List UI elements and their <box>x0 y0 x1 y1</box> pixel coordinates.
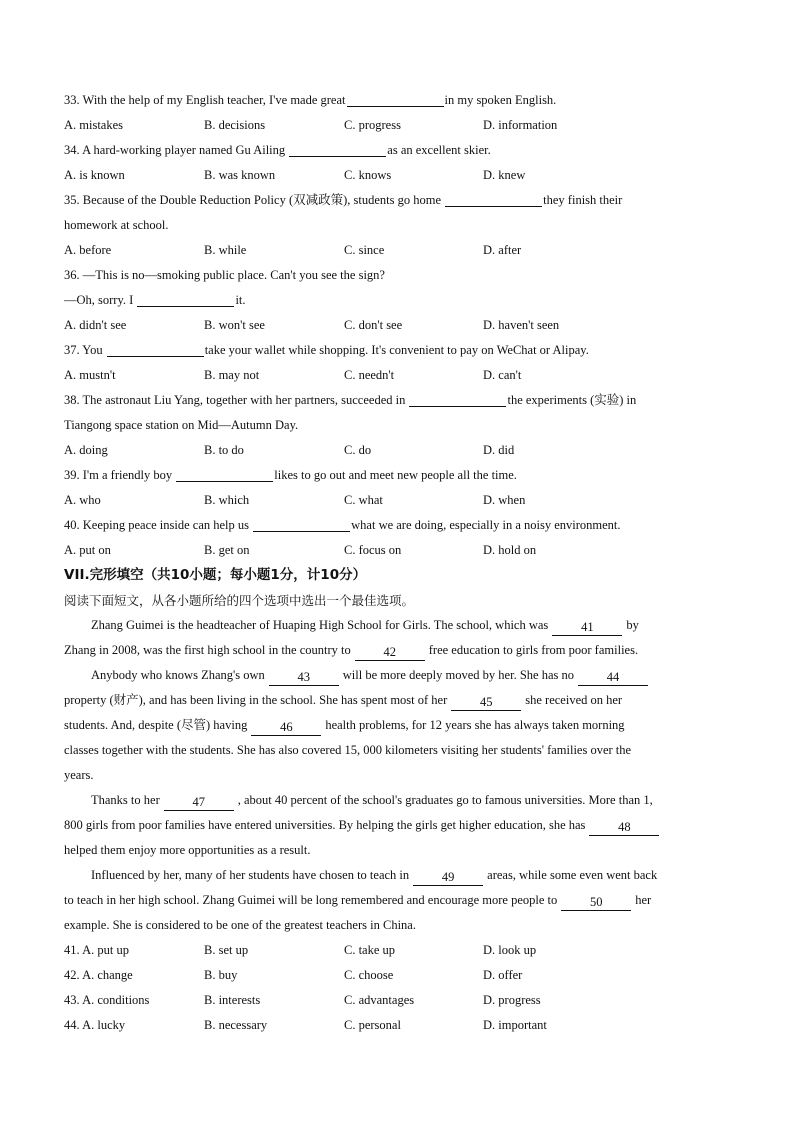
cloze-43-options: 43. A. conditions B. interests C. advantages D. progress <box>64 988 728 1013</box>
option-b: B. get on <box>204 543 250 557</box>
option-d: D. progress <box>483 993 541 1007</box>
option-b: B. necessary <box>204 1018 268 1032</box>
option-a: A. lucky <box>82 1018 126 1032</box>
option-d: D. important <box>483 1018 547 1032</box>
question-36-stem: 36. —This is no—smoking public place. Can't you see the sign? <box>64 268 385 282</box>
option-c: C. choose <box>344 968 394 982</box>
question-33-stem: 33. With the help of my English teacher, I've made great in my spoken English. <box>64 93 557 107</box>
option-a: A. before <box>64 243 112 257</box>
option-a: A. conditions <box>82 993 150 1007</box>
passage-line: Zhang in 2008, was the first high school in the country to 42 free education to girls from poor families. <box>64 643 639 659</box>
passage-line: Anybody who knows Zhang's own 43 will be more deeply moved by her. She has no 44 <box>64 663 728 688</box>
document-page <box>64 88 728 1038</box>
option-c: C. since <box>344 243 385 257</box>
passage-line: classes together with the students. She has also covered 15, 000 kilometers visiting her students' families over the <box>64 743 632 757</box>
blank-49: 49 <box>413 870 483 886</box>
option-c: C. needn't <box>344 368 395 382</box>
option-b: B. may not <box>204 368 260 382</box>
option-b: B. interests <box>204 993 261 1007</box>
question-38-stem-cont: Tiangong space station on Mid—Autumn Day. <box>64 418 299 432</box>
blank-48: 48 <box>589 820 659 836</box>
passage-line: helped them enjoy more opportunities as a result. <box>64 843 311 857</box>
question-36-options <box>64 313 728 338</box>
answer-blank <box>347 92 444 107</box>
blank-45: 45 <box>451 695 521 711</box>
question-35-options <box>64 238 728 263</box>
option-d: D. knew <box>483 168 526 182</box>
option-c: C. personal <box>344 1018 401 1032</box>
option-b: B. while <box>204 243 247 257</box>
passage-line: Zhang Guimei is the headteacher of Huaping High School for Girls. The school, which was 41 by <box>91 618 639 634</box>
option-d: D. haven't seen <box>483 318 560 332</box>
option-a: A. who <box>64 493 101 507</box>
option-a: A. change <box>82 968 133 982</box>
passage-line: to teach in her high school. Zhang Guimei will be long remembered and encourage more people to 50 her <box>64 893 652 909</box>
option-c: C. do <box>344 443 372 457</box>
question-35-stem-cont: homework at school. <box>64 218 169 232</box>
answer-blank <box>445 192 542 207</box>
option-c: C. what <box>344 493 383 507</box>
answer-blank <box>253 517 350 532</box>
answer-blank <box>289 142 386 157</box>
question-36-stem-cont: —Oh, sorry. I it. <box>64 293 246 307</box>
passage-line: example. She is considered to be one of the greatest teachers in China. <box>64 918 416 932</box>
option-d: D. offer <box>483 968 523 982</box>
answer-blank <box>409 392 506 407</box>
option-a: A. mistakes <box>64 118 124 132</box>
question-39-options <box>64 488 728 513</box>
cloze-44-options: 44. A. lucky B. necessary C. personal D. important <box>64 1013 728 1038</box>
option-b: B. to do <box>204 443 244 457</box>
option-c: C. advantages <box>344 993 415 1007</box>
section-instruction: 阅读下面短文，从各小题所给的四个选项中选出一个最佳选项。 <box>64 593 415 608</box>
option-b: B. which <box>204 493 250 507</box>
option-a: A. put on <box>64 543 111 557</box>
passage-line: Influenced by her, many of her students have chosen to teach in 49 areas, while some even went back <box>91 868 658 884</box>
answer-blank <box>107 342 204 357</box>
answer-blank <box>176 467 273 482</box>
option-b: B. set up <box>204 943 249 957</box>
option-d: D. after <box>483 243 522 257</box>
cloze-42-options: 42. A. change B. buy C. choose D. offer <box>64 963 728 988</box>
question-39-stem: 39. I'm a friendly boy likes to go out and meet new people all the time. <box>64 468 517 482</box>
blank-47: 47 <box>164 795 234 811</box>
option-d: D. hold on <box>483 543 537 557</box>
option-a: A. doing <box>64 443 108 457</box>
blank-41: 41 <box>552 620 622 636</box>
option-b: B. decisions <box>204 118 266 132</box>
question-38-options <box>64 438 728 463</box>
option-c: C. progress <box>344 118 401 132</box>
blank-44: 44 <box>578 670 648 686</box>
question-38-stem: 38. The astronaut Liu Yang, together with her partners, succeeded in the experiments (实验) in <box>64 393 637 407</box>
passage-line: Thanks to her 47 , about 40 percent of the school's graduates go to famous universities. More than 1, <box>91 793 653 809</box>
passage-line: 800 girls from poor families have entered universities. By helping the girls get higher education, she has 48 <box>64 813 728 838</box>
option-d: D. did <box>483 443 515 457</box>
question-33-options <box>64 113 728 138</box>
question-37-options <box>64 363 728 388</box>
blank-46: 46 <box>251 720 321 736</box>
option-d: D. information <box>483 118 558 132</box>
question-34-stem: 34. A hard-working player named Gu Ailing as an excellent skier. <box>64 143 491 157</box>
option-b: B. was known <box>204 168 276 182</box>
passage-line: students. And, despite (尽管) having 46 health problems, for 12 years she has always taken morning <box>64 718 625 734</box>
option-a: A. is known <box>64 168 125 182</box>
option-c: C. knows <box>344 168 392 182</box>
blank-50: 50 <box>561 895 631 911</box>
option-c: C. focus on <box>344 543 402 557</box>
passage-line: years. <box>64 768 94 782</box>
blank-42: 42 <box>355 645 425 661</box>
option-a: A. mustn't <box>64 368 116 382</box>
blank-43: 43 <box>269 670 339 686</box>
option-d: D. when <box>483 493 526 507</box>
question-37-stem: 37. You take your wallet while shopping. It's convenient to pay on WeChat or Alipay. <box>64 343 589 357</box>
option-a: A. didn't see <box>64 318 127 332</box>
question-34-options <box>64 163 728 188</box>
section-heading: VII.完形填空（共10小题；每小题1分，计10分） <box>64 567 367 583</box>
option-b: B. buy <box>204 968 238 982</box>
option-b: B. won't see <box>204 318 265 332</box>
option-a: A. put up <box>82 943 129 957</box>
answer-blank <box>137 292 234 307</box>
option-d: D. can't <box>483 368 522 382</box>
passage-line: property (财产), and has been living in the school. She has spent most of her 45 she received on her <box>64 693 623 709</box>
cloze-41-options: 41. A. put up B. set up C. take up D. look up <box>64 938 728 963</box>
question-40-stem: 40. Keeping peace inside can help us what we are doing, especially in a noisy environment. <box>64 518 621 532</box>
option-d: D. look up <box>483 943 537 957</box>
option-c: C. don't see <box>344 318 403 332</box>
question-35-stem: 35. Because of the Double Reduction Policy (双减政策), students go home they finish their <box>64 193 623 207</box>
option-c: C. take up <box>344 943 396 957</box>
question-40-options <box>64 538 728 563</box>
